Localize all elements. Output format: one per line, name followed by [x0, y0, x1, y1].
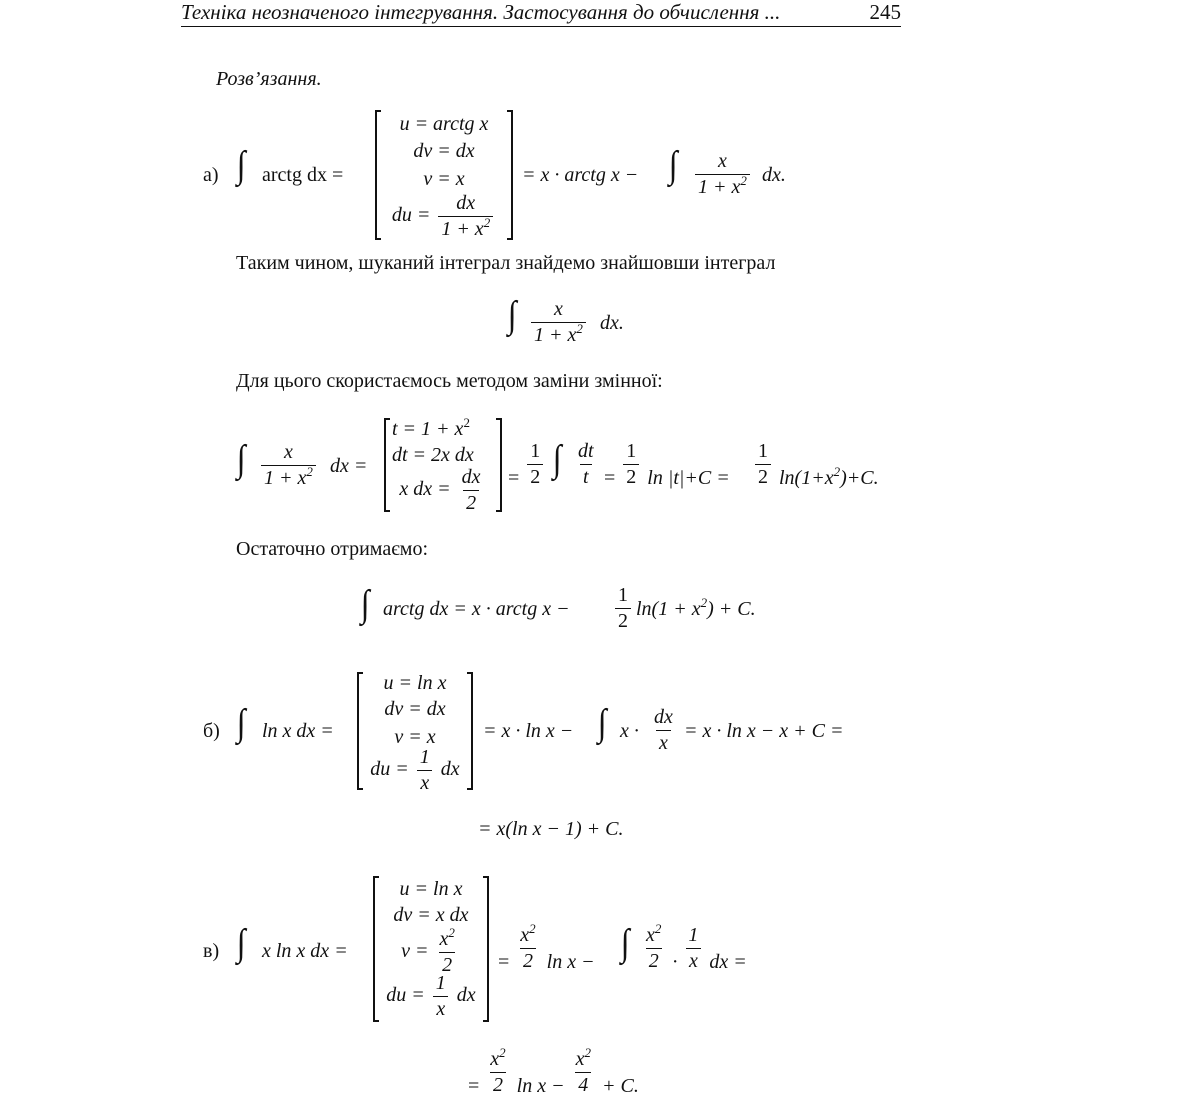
integral-sign: ∫: [236, 922, 246, 964]
matrix-row: v = x: [423, 168, 465, 190]
part-a-rhs: = x · arctg x −: [522, 164, 639, 186]
part-a-tail: dx.: [762, 164, 786, 186]
text-paragraph: Таким чином, шуканий інтеграл знайдемо знайшовши інтеграл: [236, 252, 776, 274]
part-b-lhs: ln x dx =: [262, 720, 334, 742]
part-b-rhs3: = x · ln x − x + C =: [684, 720, 844, 742]
part-c-lhs: x ln x dx =: [262, 940, 348, 962]
display-fraction: $\frac{x}{1 + x^2}$: [528, 298, 589, 347]
ln-final-expression: $\frac{1}{2}$ $\ln(1+x^2)+C$.: [752, 440, 879, 489]
part-b-label: б): [203, 720, 220, 742]
substitution-matrix: [384, 415, 502, 514]
integral-sign: ∫: [236, 702, 246, 744]
part-a-fraction: $\frac{x}{1 + x^2}$: [692, 150, 753, 199]
dt-fraction: $\frac{dt}{t}$: [578, 440, 594, 488]
matrix-row: du = $\frac{1}{x}$ dx: [386, 972, 476, 1020]
part-c-matrix: [373, 876, 489, 1022]
part-b-fraction: $\frac{dx}{x}$: [654, 706, 673, 754]
matrix-row: u = arctg x: [399, 113, 489, 135]
matrix-row: dv = x dx: [393, 904, 469, 926]
matrix-row: u = ln x: [383, 672, 447, 694]
integral-sign: ∫: [597, 702, 607, 744]
final-fraction: $\frac{1}{2}$: [612, 584, 634, 633]
integral-sign: ∫: [507, 294, 517, 336]
integral-sign: ∫: [668, 144, 678, 186]
part-b-rhs1: = x · ln x −: [483, 720, 574, 742]
part-a-matrix: [375, 110, 513, 240]
running-header: [181, 0, 901, 27]
ln-t-expression: = $\frac{1}{2}$ ln |t|+C =: [604, 440, 730, 490]
matrix-row: dv = dx: [413, 140, 475, 162]
text-paragraph: Для цього скористаємось методом заміни змінної:: [236, 370, 663, 392]
part-b-line2: = x(ln x − 1) + C.: [478, 818, 624, 840]
sub-lhs-tail: dx =: [330, 455, 368, 477]
part-b-matrix: [357, 672, 473, 794]
display-tail: dx.: [600, 312, 624, 334]
integral-sign: ∫: [236, 144, 246, 186]
part-a-label: а): [203, 164, 219, 186]
integral-sign: ∫: [552, 438, 562, 480]
final-lhs: arctg dx = x · arctg x −: [383, 598, 570, 620]
matrix-row: v = x: [394, 726, 436, 748]
matrix-row: u = ln x: [399, 878, 463, 900]
matrix-row: $t = 1 + x^2$: [392, 415, 470, 440]
matrix-row: x dx = $\frac{dx}{2}$: [399, 466, 481, 514]
text-paragraph: Остаточно отримаємо:: [236, 538, 429, 560]
matrix-row: dt = 2x dx: [392, 444, 474, 466]
part-c-integrand: $\frac{x^2}{2}$ · $\frac{1}{x}$ dx =: [646, 921, 747, 974]
matrix-row: v = $\frac{x^2}{2}$: [401, 925, 455, 976]
integral-sign: ∫: [620, 922, 630, 964]
part-a-lhs: arctg dx =: [262, 164, 344, 186]
matrix-row-du: du = $\frac{dx}{1 + x^2}$: [377, 192, 511, 241]
part-b-rhs2: x ·: [620, 720, 639, 742]
part-c-label: в): [203, 940, 220, 962]
final-tail: $\ln(1 + x^2) + C$.: [636, 595, 756, 620]
substitution-result: = $\frac{1}{2}$: [508, 440, 546, 489]
integral-sign: ∫: [236, 438, 246, 480]
solution-heading: Розв’язання.: [216, 68, 322, 90]
part-c-rhs: = $\frac{x^2}{2}$ ln x −: [498, 921, 595, 974]
header-title: Техніка неозначеного інтегрування. Застосування до обчислення ...: [181, 0, 781, 24]
matrix-row: dv = dx: [384, 698, 446, 720]
matrix-row: du = $\frac{1}{x}$ dx: [370, 746, 460, 794]
sub-lhs-fraction: $\frac{x}{1 + x^2}$: [258, 441, 319, 490]
page-number: 245: [869, 0, 901, 24]
integral-sign: ∫: [360, 583, 370, 625]
part-c-line2: = $\frac{x^2}{2}$ ln x − $\frac{x^2}{4}$ + C.: [468, 1045, 639, 1097]
